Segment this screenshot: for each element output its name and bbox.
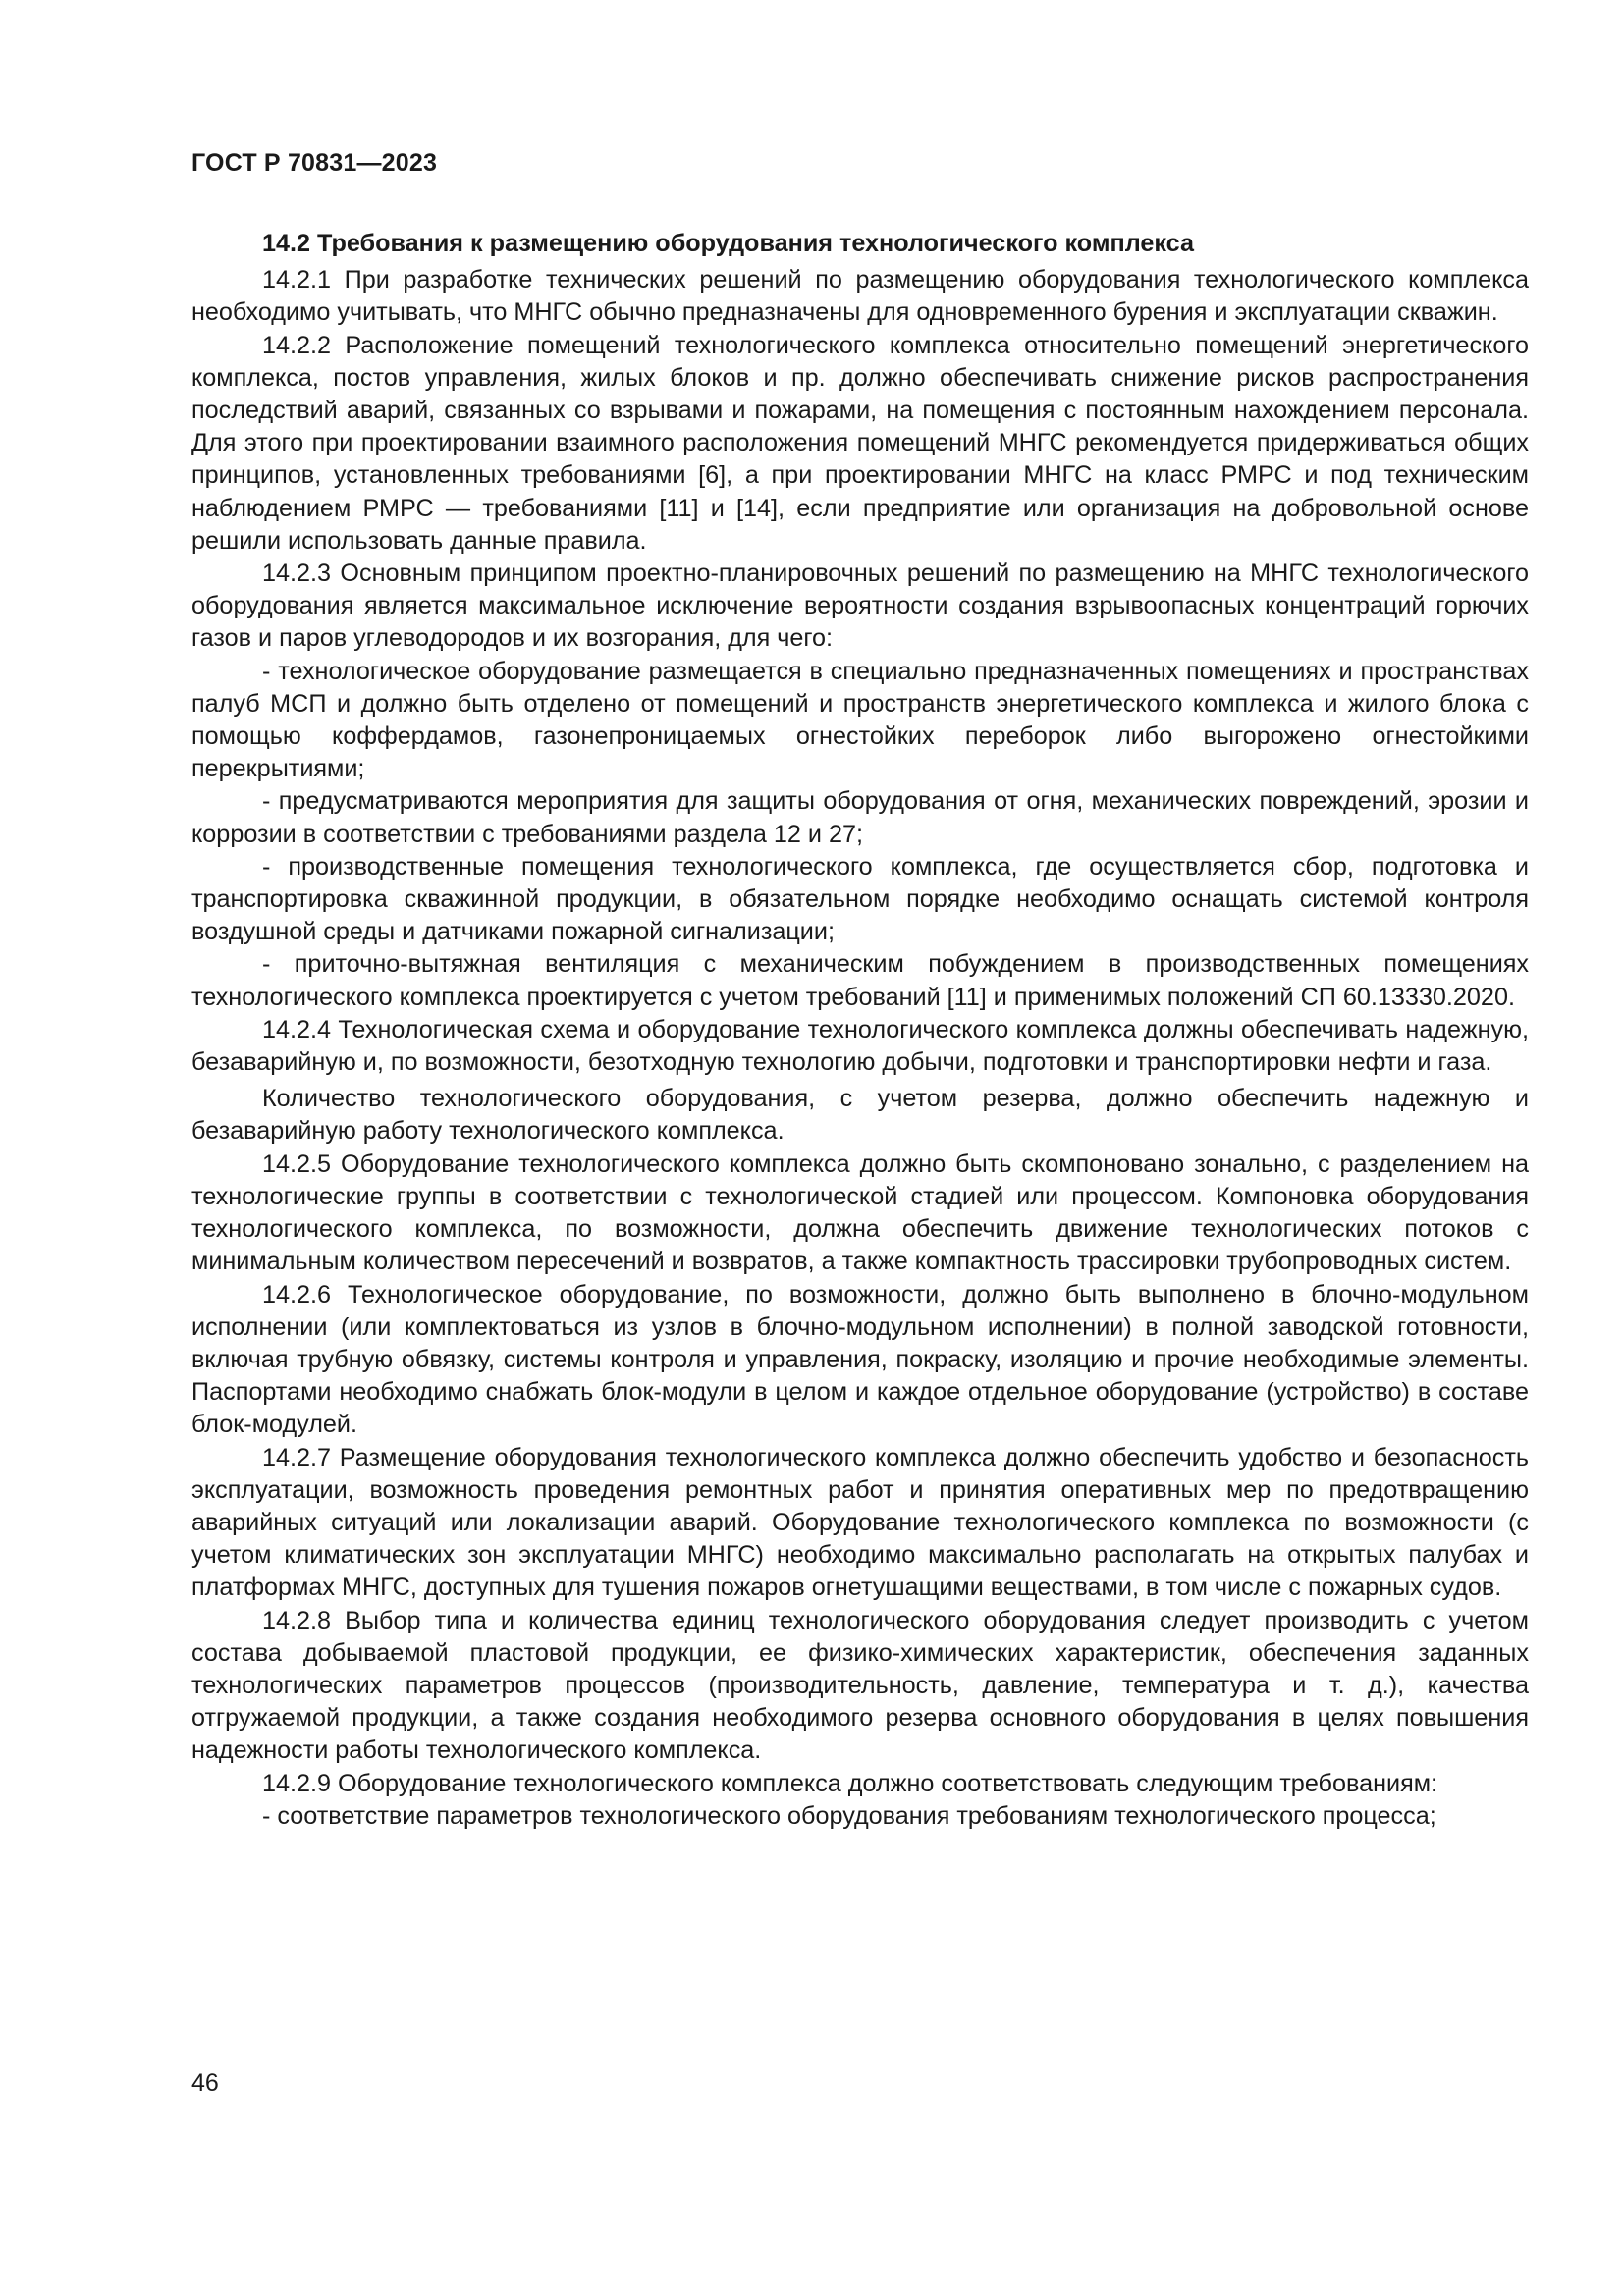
list-item-parameters-compliance: - соответствие параметров технологического оборудования требованиям технологического процесса; (262, 1801, 1436, 1830)
list-item-equipment-placement: - технологическое оборудование размещается в специально предназначенных помещениях и пространствах палуб МСП и должно быть отделено от помещений и пространств энергетического комплекса и жилого блока с помощью коффердамов, газонепроницаемых огнестойких переборок либо выгорожено огнестойкими перекрытиями; (191, 657, 1529, 783)
paragraph-14-2-3: 14.2.3 Основным принципом проектно-планировочных решений по размещению на МНГС технологического оборудования является максимальное исключение вероятности создания взрывоопасных концентраций горючих газов и паров углеводородов и их возгорания, для чего: (191, 560, 1529, 653)
paragraph-14-2-1: 14.2.1 При разработке технических решений по размещению оборудования технологического комплекса необходимо учитывать, что МНГС обычно предназначены для одновременного бурения и эксплуатации скважин. (191, 266, 1529, 327)
paragraph-14-2-8: 14.2.8 Выбор типа и количества единиц технологического оборудования следует производить с учетом состава добываемой пластовой продукции, ее физико-химических характеристик, обеспечения заданных технологических параметров процессов (производительность, давление, температура и т. д.), качества отгружаемой продукции, а также создания необходимого резерва основного оборудования в целях повышения надежности работы технологического комплекса. (191, 1606, 1529, 1765)
paragraph-14-2-7: 14.2.7 Размещение оборудования технологического комплекса должно обеспечить удобство и безопасность эксплуатации, возможность проведения ремонтных работ и принятия оперативных мер по предотвращению аварийных ситуаций или локализации аварий. Оборудование технологического комплекса по возможности (с учетом климатических зон эксплуатации МНГС) необходимо максимально располагать на открытых палубах и платформах МНГС, доступных для тушения пожаров огнетушащими веществами, в том числе с пожарных судов. (191, 1443, 1529, 1602)
document-page (191, 0, 1529, 2296)
page-number: 46 (191, 2069, 219, 2097)
list-item-ventilation: - приточно-вытяжная вентиляция с механическим побуждением в производственных помещениях технологического комплекса проектируется с учетом требований [11] и применимых положений СП 60.13330.2020. (191, 950, 1529, 1011)
paragraph-equipment-quantity: Количество технологического оборудования, с учетом резерва, должно обеспечить надежную и безаварийную работу технологического комплекса. (191, 1085, 1529, 1146)
paragraph-14-2-4: 14.2.4 Технологическая схема и оборудование технологического комплекса должны обеспечивать надежную, безаварийную и, по возможности, безотходную технологию добычи, подготовки и транспортировки нефти и газа. (191, 1015, 1529, 1077)
document-body (191, 228, 1529, 1833)
paragraph-14-2-9: 14.2.9 Оборудование технологического комплекса должно соответствовать следующим требованиям: (262, 1769, 1438, 1797)
paragraph-14-2-2: 14.2.2 Расположение помещений технологического комплекса относительно помещений энергетического комплекса, постов управления, жилых блоков и пр. должно обеспечивать снижение рисков распространения последствий аварий, связанных со взрывами и пожарами, на помещения с постоянным нахождением персонала. Для этого при проектировании взаимного расположения помещений МНГС рекомендуется придерживаться общих принципов, установленных требованиями [6], а при проектировании МНГС на класс РМРС и под техническим наблюдением РМРС — требованиями [11] и [14], если предприятие или организация на добровольной основе решили использовать данные правила. (191, 331, 1529, 555)
list-item-protection-measures: - предусматриваются мероприятия для защиты оборудования от огня, механических повреждений, эрозии и коррозии в соответствии с требованиями раздела 12 и 27; (191, 787, 1529, 848)
paragraph-14-2-5: 14.2.5 Оборудование технологического комплекса должно быть скомпоновано зонально, с разделением на технологические группы в соответствии с технологической стадией или процессом. Компоновка оборудования технологического комплекса, по возможности, должна обеспечить движение технологических потоков с минимальным количеством пересечений и возвратов, а также компактность трассировки трубопроводных систем. (191, 1149, 1529, 1276)
list-item-air-monitoring: - производственные помещения технологического комплекса, где осуществляется сбор, подготовка и транспортировка скважинной продукции, в обязательном порядке необходимо оснащать системой контроля воздушной среды и датчиками пожарной сигнализации; (191, 852, 1529, 946)
section-heading: 14.2 Требования к размещению оборудования технологического комплекса (262, 230, 1194, 257)
paragraph-14-2-6: 14.2.6 Технологическое оборудование, по возможности, должно быть выполнено в блочно-модульном исполнении (или комплектоваться из узлов в блочно-модульном исполнении) в полной заводской готовности, включая трубную обвязку, системы контроля и управления, покраску, изоляцию и прочие необходимые элементы. Паспортами необходимо снабжать блок-модули в целом и каждое отдельное оборудование (устройство) в составе блок-модулей. (191, 1280, 1529, 1439)
standard-code-header: ГОСТ Р 70831—2023 (191, 149, 438, 177)
